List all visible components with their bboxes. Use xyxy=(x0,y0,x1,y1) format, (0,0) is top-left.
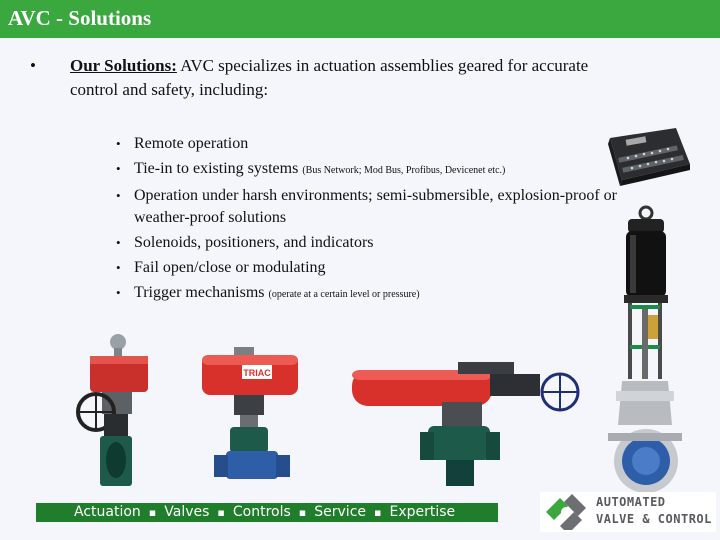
logo-line-2: VALVE & CONTROL xyxy=(596,512,712,526)
footer-item: Controls xyxy=(232,504,291,520)
main-bullet xyxy=(30,54,612,102)
footer-item: Expertise xyxy=(389,504,456,520)
list-item: • Solenoids, positioners, and indicators xyxy=(116,234,374,251)
slide-title: AVC - Solutions xyxy=(8,6,152,30)
footer-separator: ▪ xyxy=(148,506,157,519)
list-item: • Operation under harsh environments; semi-submersible, explosion-proof or weather-proof solutions xyxy=(116,187,617,226)
list-item: • Tie-in to existing systems (Bus Network; Mod Bus, Profibus, Devicenet etc.) xyxy=(116,160,506,177)
solutions-text: AVC specializes in actuation assemblies geared for accurate control and safety, including: xyxy=(70,56,589,99)
footer-item: Service xyxy=(314,504,367,520)
list-item: • Fail open/close or modulating xyxy=(116,259,326,276)
bullet-marker: • xyxy=(30,56,36,75)
capability-list xyxy=(116,133,636,309)
knife-gate-valve-image xyxy=(602,205,682,497)
triac-ball-valve-image xyxy=(200,345,300,490)
footer-item: Valves xyxy=(164,504,210,520)
footer-item: Actuation xyxy=(74,504,141,520)
footer-separator: ▪ xyxy=(217,506,225,519)
controller-module-image xyxy=(606,124,692,190)
footer-separator: ▪ xyxy=(298,506,307,519)
actuator-brand-label: TRIAC xyxy=(243,368,271,378)
footer-separator: ▪ xyxy=(374,506,382,519)
list-item: • Remote operation xyxy=(116,135,249,152)
footer-tagline xyxy=(74,503,455,522)
butterfly-valve-image xyxy=(74,332,160,492)
solutions-lead: Our Solutions: xyxy=(70,56,177,75)
logo-mark-icon xyxy=(542,494,590,530)
logo-line-1: AUTOMATED xyxy=(596,495,666,509)
gear-actuator-valve-image xyxy=(350,362,584,490)
list-item: • Trigger mechanisms (operate at a certain level or pressure) xyxy=(116,284,420,301)
company-logo xyxy=(540,492,716,532)
